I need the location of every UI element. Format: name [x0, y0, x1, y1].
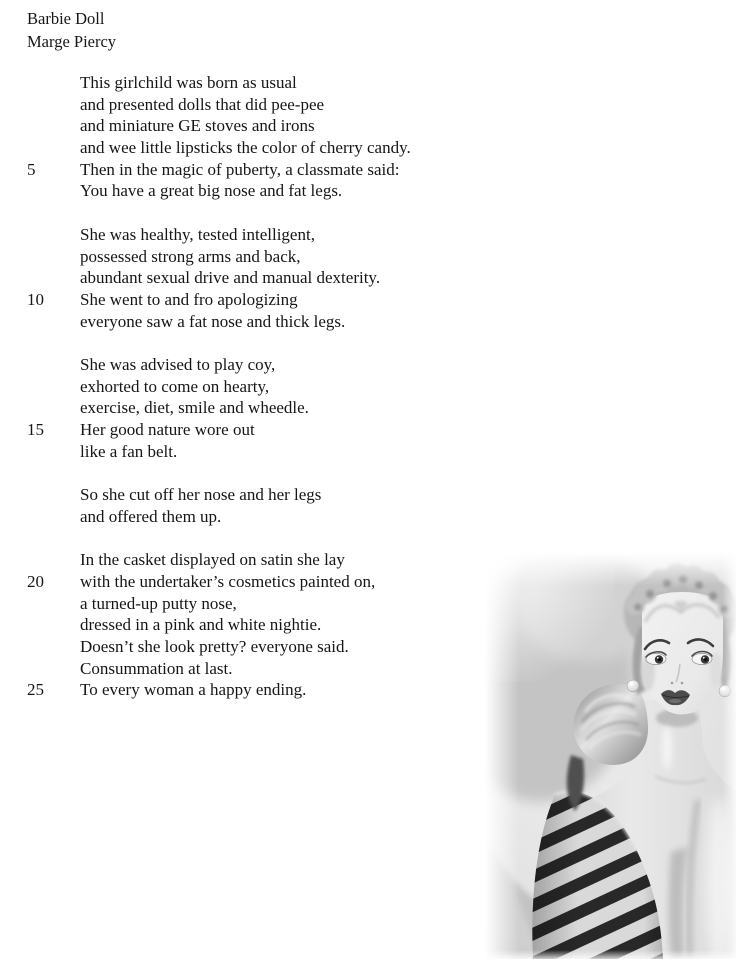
barbie-doll-photo: [485, 552, 736, 959]
line-text: She was healthy, tested intelligent,: [80, 224, 315, 244]
poem-line: [27, 115, 411, 137]
poem-line: [27, 376, 411, 398]
poem-title: Barbie Doll: [27, 9, 105, 28]
line-text: exhorted to come on hearty,: [80, 376, 270, 396]
poem-line: [27, 571, 411, 593]
stanza: [27, 72, 411, 202]
stanza: [27, 484, 411, 527]
line-number: 15: [27, 420, 44, 439]
poem-header: [27, 8, 116, 53]
poem-line: [27, 636, 411, 658]
line-text: exercise, diet, smile and wheedle.: [80, 398, 309, 418]
line-text: She went to and fro apologizing: [80, 289, 298, 309]
poem-line: [27, 484, 411, 506]
line-text: with the undertaker’s cosmetics painted on,: [80, 571, 376, 591]
line-text: and offered them up.: [80, 506, 222, 526]
poem-line: [27, 289, 411, 311]
poem-line: [27, 224, 411, 246]
line-text: Her good nature wore out: [80, 420, 255, 439]
line-text: Doesn’t she look pretty? everyone said.: [80, 636, 349, 656]
poem-line: [27, 614, 411, 636]
line-number: 25: [27, 680, 44, 700]
line-text: You have a great big nose and fat legs.: [80, 181, 343, 201]
stanza: [27, 224, 411, 332]
poem-line: [27, 159, 411, 181]
poem-line: [27, 311, 411, 333]
line-text: She was advised to play coy,: [80, 354, 276, 374]
stanza: [27, 354, 411, 462]
poem-body: [27, 72, 411, 723]
line-number: 5: [27, 159, 36, 179]
line-text: So she cut off her nose and her legs: [80, 485, 322, 505]
line-text: possessed strong arms and back,: [80, 246, 301, 266]
line-text: and miniature GE stoves and irons: [80, 116, 315, 136]
poem-line: [27, 506, 411, 528]
line-text: Consummation at last.: [80, 658, 233, 678]
line-text: everyone saw a fat nose and thick legs.: [80, 311, 346, 331]
poem-line: [27, 441, 411, 463]
poem-line: [27, 180, 411, 202]
stanza: [27, 549, 411, 701]
line-number: 10: [27, 289, 44, 309]
poem-line: [27, 72, 411, 94]
line-text: This girlchild was born as usual: [80, 73, 297, 92]
line-text: a turned-up putty nose,: [80, 593, 237, 613]
line-text: dressed in a pink and white nightie.: [80, 615, 322, 635]
poem-line: [27, 267, 411, 289]
line-text: To every woman a happy ending.: [80, 680, 307, 700]
line-text: Then in the magic of puberty, a classmate said:: [80, 159, 400, 179]
line-text: and presented dolls that did pee-pee: [80, 94, 325, 114]
poem-line: [27, 94, 411, 116]
poem-line: [27, 246, 411, 268]
line-text: like a fan belt.: [80, 441, 178, 461]
poem-line: [27, 549, 411, 571]
line-text: and wee little lipsticks the color of cherry candy.: [80, 138, 411, 158]
line-text: abundant sexual drive and manual dexterity.: [80, 268, 381, 288]
poem-line: [27, 593, 411, 615]
poem-line: [27, 658, 411, 680]
poem-line: [27, 354, 411, 376]
line-text: In the casket displayed on satin she lay: [80, 550, 345, 570]
poem-line: [27, 419, 411, 441]
poem-line: [27, 397, 411, 419]
poem-line: [27, 679, 411, 701]
poem-line: [27, 137, 411, 159]
barbie-doll-illustration: [485, 552, 736, 959]
line-number: 20: [27, 571, 44, 591]
poem-author: Marge Piercy: [27, 31, 117, 51]
